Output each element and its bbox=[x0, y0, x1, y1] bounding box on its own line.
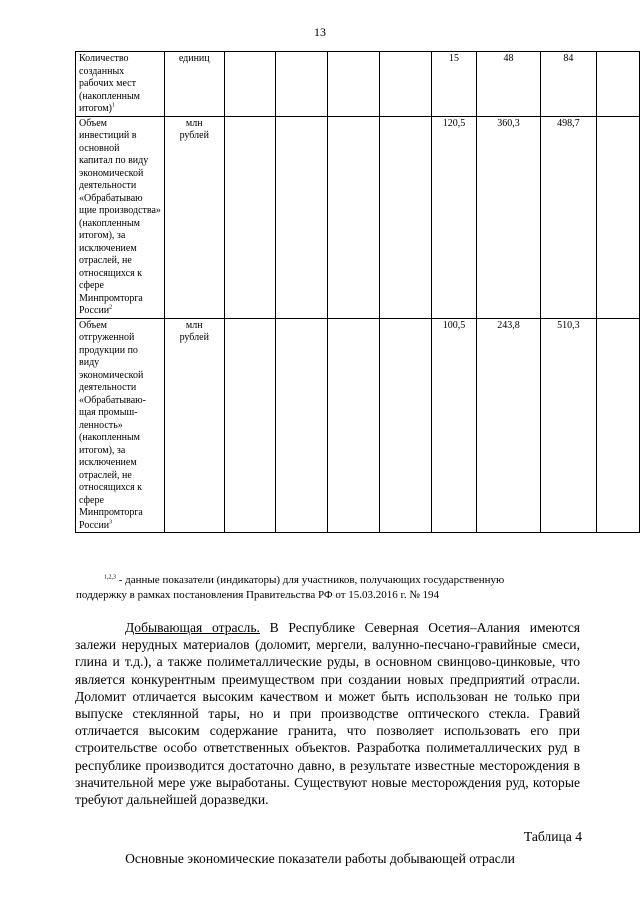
indicator-name-line: отраслей, не bbox=[79, 255, 132, 266]
value-cell bbox=[275, 116, 327, 318]
indicator-name-line: Объем bbox=[79, 319, 107, 331]
indicator-name-line: сфере bbox=[79, 280, 104, 291]
footnote-line-2: поддержку в рамках постановления Правительства РФ от 15.03.2016 г. № 194 bbox=[76, 589, 440, 601]
indicator-name-line: итогом), за bbox=[79, 444, 126, 456]
indicator-name-text: итогом) bbox=[79, 103, 112, 114]
unit-line: единиц bbox=[178, 53, 210, 64]
indicator-name-text: России bbox=[79, 305, 110, 316]
indicator-name-line: щая промыш- bbox=[79, 407, 138, 418]
indicator-name-line: итогом), за bbox=[79, 230, 126, 241]
section-heading: Добывающая отрасль. bbox=[125, 620, 260, 635]
table-row bbox=[76, 52, 640, 117]
indicator-name-line: основной bbox=[79, 142, 120, 154]
value-cell: 243,8 bbox=[477, 318, 540, 533]
indicator-name-line: исключением bbox=[79, 457, 137, 468]
indicator-name-line: исключением bbox=[79, 242, 137, 254]
indicator-name-line: продукции по bbox=[79, 344, 138, 356]
unit-cell bbox=[164, 116, 224, 318]
indicator-name-cell bbox=[76, 52, 165, 117]
value-cell bbox=[597, 318, 640, 533]
indicator-name-line: (накопленным bbox=[79, 90, 141, 102]
indicator-name-cell bbox=[76, 318, 165, 533]
table-title: Основные экономические показатели работы добывающей отрасли bbox=[125, 851, 515, 866]
indicator-name-line: Минпромторга bbox=[79, 507, 143, 518]
unit-line: млн bbox=[185, 319, 203, 331]
value-cell bbox=[224, 52, 275, 117]
indicator-name-line bbox=[79, 103, 161, 116]
indicator-name-cell bbox=[76, 116, 165, 318]
indicator-name-line: виду bbox=[79, 357, 100, 368]
indicator-name-line: (накопленным bbox=[79, 432, 141, 443]
value-cell: 498,7 bbox=[540, 116, 597, 318]
value-cell bbox=[224, 116, 275, 318]
value-cell: 360,3 bbox=[477, 116, 540, 318]
indicator-name-line: деятельности bbox=[79, 180, 137, 191]
indicator-name-text: России bbox=[79, 519, 110, 531]
indicator-name-line bbox=[79, 305, 161, 318]
unit-line: млн bbox=[185, 117, 203, 129]
indicator-name-line: созданных bbox=[79, 65, 125, 77]
paragraph-text: В Республике Северная Осетия–Алания имеются залежи нерудных материалов (доломит, мергели, валунно-песчано-гравийные смеси, глина и т.д.), а также полиметаллические руды, в основном свинцово-цинковые, что является конкурентным преимуществом при создании новых предприятий отрасли. Доломит отличается высоким качеством и может быть использован не только при выпуске стеклянной тары, но и при производстве оптического стекла. Гравий отличается высоким содержание гранита, что позволяет использовать его при строительстве особо ответственных объектов. Разработка полиметаллических руд в республике производится достаточно давно, в результате известные месторождения в значительной мере уже выработаны. Существуют новые месторождения руд, которые требуют дальнейшей доразведки. bbox=[75, 620, 581, 808]
indicator-name-line: экономической bbox=[79, 167, 144, 179]
value-cell: 48 bbox=[477, 52, 540, 117]
indicator-name-line: «Обрабатываю- bbox=[79, 394, 146, 406]
footnote bbox=[76, 573, 594, 603]
indicator-name-line: относящихся к bbox=[79, 482, 143, 493]
indicator-name-line: относящихся к bbox=[79, 267, 143, 279]
value-cell: 100,5 bbox=[431, 318, 477, 533]
indicator-name-line: отраслей, не bbox=[79, 469, 132, 481]
indicator-name-line: Объем bbox=[79, 117, 107, 129]
table-row bbox=[76, 318, 640, 533]
value-cell bbox=[327, 318, 379, 533]
footnote-line-1: - данные показатели (индикаторы) для участников, получающих государственную bbox=[116, 574, 505, 586]
unit-line: рублей bbox=[179, 332, 209, 343]
value-cell: 84 bbox=[540, 52, 597, 117]
indicator-name-line: сфере bbox=[79, 494, 104, 506]
value-cell bbox=[379, 318, 431, 533]
indicator-name-line: Минпромторга bbox=[79, 292, 143, 304]
table-row bbox=[76, 116, 640, 318]
body-paragraph bbox=[75, 619, 580, 808]
indicator-footnote-mark: 2 bbox=[109, 304, 113, 311]
value-cell bbox=[379, 116, 431, 318]
value-cell bbox=[327, 116, 379, 318]
indicator-name-line: щие производства» bbox=[79, 205, 161, 216]
indicator-name-line bbox=[79, 520, 161, 533]
value-cell bbox=[275, 318, 327, 533]
unit-cell bbox=[164, 318, 224, 533]
indicator-name-line: (накопленным bbox=[79, 217, 141, 229]
indicator-name-line: капитал по виду bbox=[79, 155, 149, 166]
indicator-name-line: инвестиций в bbox=[79, 130, 137, 141]
value-cell bbox=[224, 318, 275, 533]
unit-cell bbox=[164, 52, 224, 117]
unit-line: рублей bbox=[179, 130, 209, 141]
indicator-footnote-mark: 3 bbox=[109, 519, 113, 526]
indicator-name-line: экономической bbox=[79, 369, 144, 381]
value-cell bbox=[379, 52, 431, 117]
indicators-table bbox=[75, 51, 640, 533]
table-label: Таблица 4 bbox=[523, 829, 582, 844]
indicator-name-line: рабочих мест bbox=[79, 78, 136, 89]
indicator-name-line: деятельности bbox=[79, 382, 137, 393]
value-cell: 510,3 bbox=[540, 318, 597, 533]
value-cell bbox=[275, 52, 327, 117]
value-cell: 15 bbox=[431, 52, 477, 117]
footnote-marks: 1,2,3 bbox=[104, 574, 116, 581]
indicator-footnote-mark: 1 bbox=[111, 102, 115, 109]
page-number: 13 bbox=[314, 25, 326, 39]
value-cell: 120,5 bbox=[431, 116, 477, 318]
indicator-name-line: отгруженной bbox=[79, 332, 135, 343]
value-cell bbox=[597, 52, 640, 117]
indicator-name-line: «Обрабатываю bbox=[79, 192, 143, 204]
indicator-name-line: Количество bbox=[79, 53, 129, 64]
indicator-name-line: ленность» bbox=[79, 419, 123, 431]
value-cell bbox=[327, 52, 379, 117]
value-cell bbox=[597, 116, 640, 318]
